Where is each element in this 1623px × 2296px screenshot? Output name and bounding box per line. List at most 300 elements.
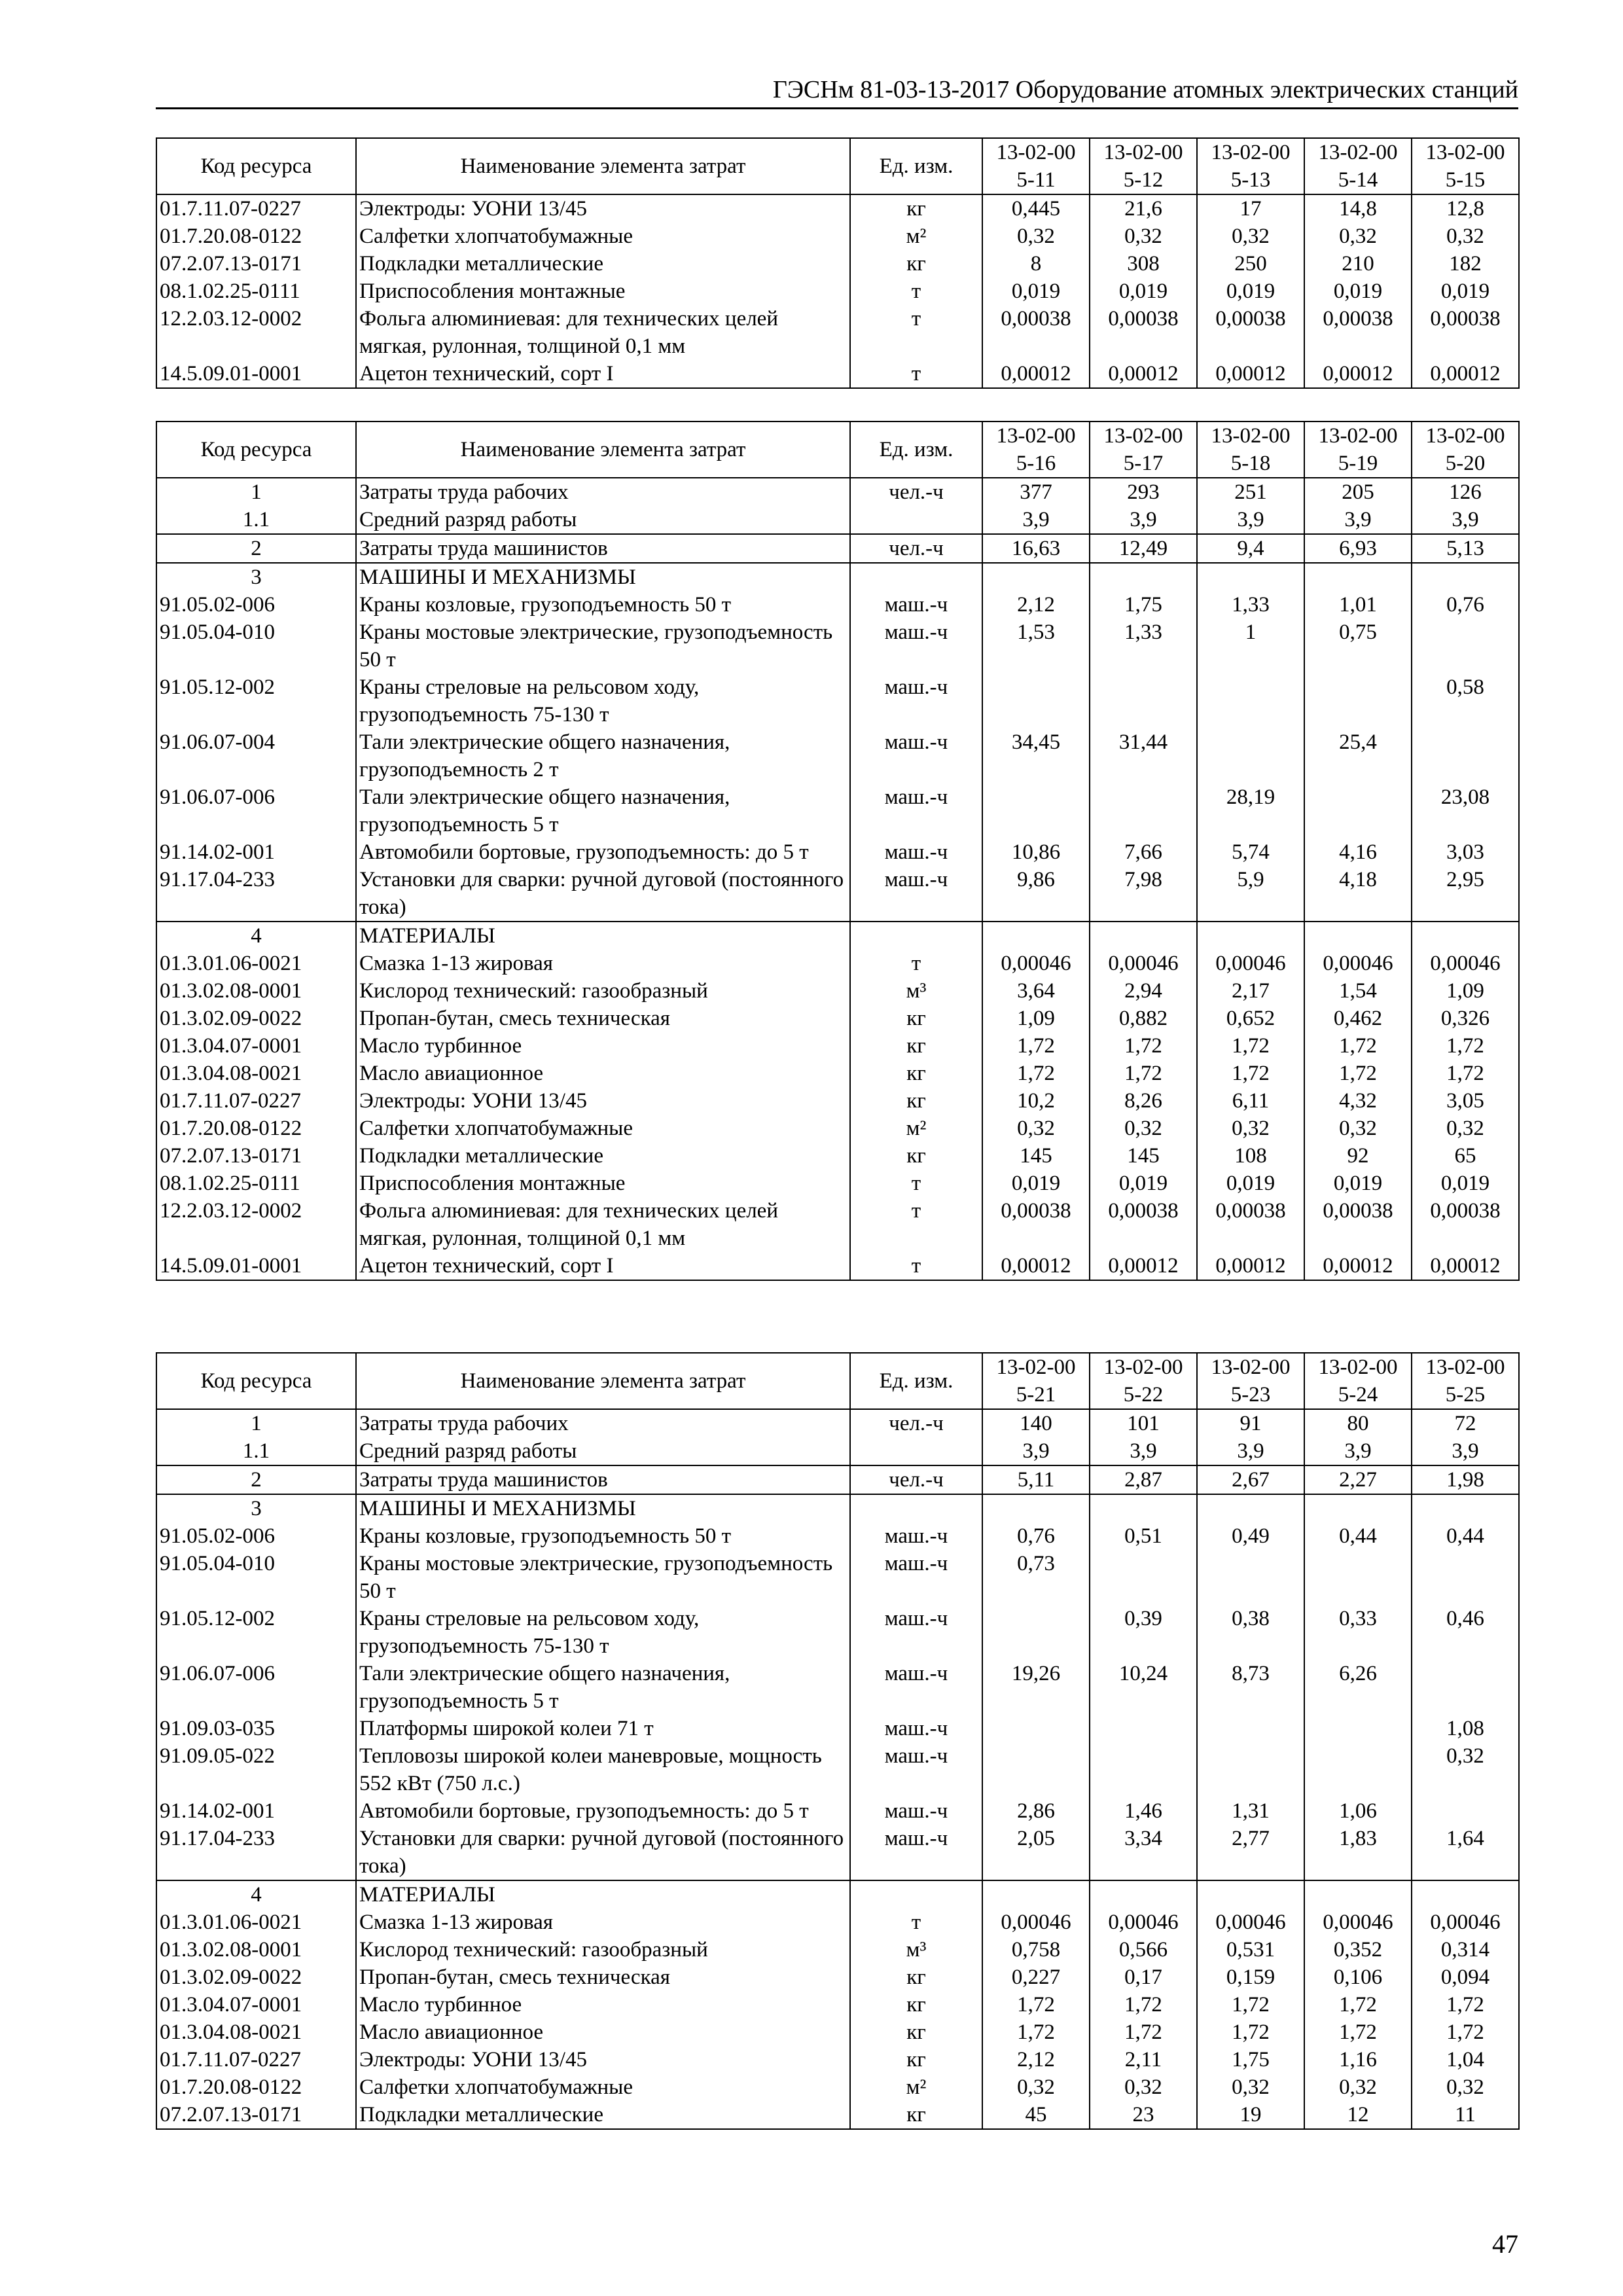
cell-name: Пропан-бутан, смесь техническая xyxy=(356,1964,850,1991)
table-row xyxy=(156,223,1519,250)
cell-value: 0,49 xyxy=(1197,1522,1304,1550)
cell-unit xyxy=(850,563,982,591)
cell-value: 0,352 xyxy=(1304,1936,1412,1964)
cell-name: Пропан-бутан, смесь техническая xyxy=(356,1005,850,1032)
cell-value: 1,72 xyxy=(1090,1060,1197,1087)
cell-value: 0,159 xyxy=(1197,1964,1304,1991)
table-row xyxy=(156,1142,1519,1170)
cell-unit: чел.-ч xyxy=(850,478,982,506)
cell-value: 1,31 xyxy=(1197,1797,1304,1825)
cell-value: 2,11 xyxy=(1090,2046,1197,2073)
cell-code: 07.2.07.13-0171 xyxy=(156,1142,356,1170)
section-row xyxy=(156,506,1519,534)
cell-value: 3,9 xyxy=(1412,1437,1519,1465)
cell-value xyxy=(1197,922,1304,950)
cell-unit: маш.-ч xyxy=(850,1605,982,1660)
cell-value xyxy=(982,1715,1090,1742)
cell-value: 0,00046 xyxy=(982,950,1090,977)
cell-code: 4 xyxy=(156,922,356,950)
cell-value: 0,32 xyxy=(1090,2073,1197,2101)
cell-name: Салфетки хлопчатобумажные xyxy=(356,1115,850,1142)
table-row xyxy=(156,950,1519,977)
cell-value: 0,882 xyxy=(1090,1005,1197,1032)
cell-code: 01.3.02.09-0022 xyxy=(156,1005,356,1032)
cell-unit: маш.-ч xyxy=(850,866,982,922)
table-row xyxy=(156,1964,1519,1991)
cell-name: Автомобили бортовые, грузоподъемность: до 5 т xyxy=(356,1797,850,1825)
cell-value xyxy=(1197,1550,1304,1605)
cell-value: 0,32 xyxy=(1412,2073,1519,2101)
cell-value xyxy=(1412,922,1519,950)
cell-value: 65 xyxy=(1412,1142,1519,1170)
cell-code: 01.7.11.07-0227 xyxy=(156,1087,356,1115)
cell-value: 0,00012 xyxy=(1090,360,1197,388)
cell-value: 28,19 xyxy=(1197,783,1304,838)
cell-value xyxy=(1412,1494,1519,1522)
cell-value: 1,72 xyxy=(1197,1032,1304,1060)
cell-unit: т xyxy=(850,360,982,388)
cell-code: 2 xyxy=(156,1465,356,1494)
cell-value: 0,227 xyxy=(982,1964,1090,1991)
cell-value xyxy=(1412,728,1519,783)
cell-name: Смазка 1-13 жировая xyxy=(356,950,850,977)
cell-value: 0,019 xyxy=(1304,1170,1412,1197)
cell-name: Подкладки металлические xyxy=(356,2101,850,2129)
cell-value: 0,32 xyxy=(1090,1115,1197,1142)
cell-unit: т xyxy=(850,1909,982,1936)
cell-value: 1,83 xyxy=(1304,1825,1412,1880)
cell-value: 0,00038 xyxy=(1412,1197,1519,1252)
cell-value xyxy=(1090,783,1197,838)
table-body xyxy=(156,194,1519,388)
cell-value: 293 xyxy=(1090,478,1197,506)
cell-code: 1.1 xyxy=(156,506,356,534)
cell-value: 31,44 xyxy=(1090,728,1197,783)
cell-value: 0,652 xyxy=(1197,1005,1304,1032)
cell-name: Электроды: УОНИ 13/45 xyxy=(356,2046,850,2073)
cell-value xyxy=(1304,783,1412,838)
cell-value: 1,64 xyxy=(1412,1825,1519,1880)
cell-value xyxy=(1197,728,1304,783)
header-norm-code: 13-02-005-15 xyxy=(1412,138,1519,194)
cell-value: 7,98 xyxy=(1090,866,1197,922)
cell-value: 0,00038 xyxy=(982,305,1090,360)
cell-code: 91.05.04-010 xyxy=(156,1550,356,1605)
cell-value xyxy=(1090,1715,1197,1742)
cell-value: 0,019 xyxy=(982,1170,1090,1197)
table-row xyxy=(156,1087,1519,1115)
cell-value: 182 xyxy=(1412,250,1519,278)
cell-name: Смазка 1-13 жировая xyxy=(356,1909,850,1936)
cell-name: Краны козловые, грузоподъемность 50 т xyxy=(356,591,850,619)
cell-name: Масло авиационное xyxy=(356,2018,850,2046)
cell-value: 0,17 xyxy=(1090,1964,1197,1991)
cell-value: 0,00046 xyxy=(982,1909,1090,1936)
cell-name: МАТЕРИАЛЫ xyxy=(356,1880,850,1909)
cell-value: 1,72 xyxy=(1412,1991,1519,2018)
cell-value xyxy=(1197,1742,1304,1797)
cell-name: Масло турбинное xyxy=(356,1991,850,2018)
cell-unit: т xyxy=(850,950,982,977)
cell-value: 0,00046 xyxy=(1197,950,1304,977)
table-row xyxy=(156,2046,1519,2073)
cell-value: 5,9 xyxy=(1197,866,1304,922)
cell-value: 3,05 xyxy=(1412,1087,1519,1115)
cell-value xyxy=(1304,1880,1412,1909)
cell-value: 1,46 xyxy=(1090,1797,1197,1825)
cell-value: 0,019 xyxy=(1304,278,1412,305)
cell-name: Затраты труда рабочих xyxy=(356,478,850,506)
cell-code: 91.09.05-022 xyxy=(156,1742,356,1797)
cell-unit: маш.-ч xyxy=(850,1797,982,1825)
cell-value: 1,08 xyxy=(1412,1715,1519,1742)
cell-value: 1,01 xyxy=(1304,591,1412,619)
cell-code: 91.14.02-001 xyxy=(156,1797,356,1825)
cell-code: 91.05.02-006 xyxy=(156,591,356,619)
cell-unit: т xyxy=(850,305,982,360)
cell-code: 07.2.07.13-0171 xyxy=(156,250,356,278)
cell-value xyxy=(1090,673,1197,728)
cell-unit: кг xyxy=(850,1142,982,1170)
table-row xyxy=(156,278,1519,305)
cell-value xyxy=(1090,1550,1197,1605)
cell-value: 6,26 xyxy=(1304,1660,1412,1715)
cell-value: 19 xyxy=(1197,2101,1304,2129)
cell-value: 1,72 xyxy=(1197,2018,1304,2046)
cell-value: 2,94 xyxy=(1090,977,1197,1005)
cell-value: 3,9 xyxy=(982,506,1090,534)
cell-value: 250 xyxy=(1197,250,1304,278)
cell-code: 2 xyxy=(156,534,356,563)
cell-value: 72 xyxy=(1412,1409,1519,1437)
header-norm-code: 13-02-005-17 xyxy=(1090,422,1197,478)
cell-value: 16,63 xyxy=(982,534,1090,563)
cell-value: 0,445 xyxy=(982,194,1090,223)
cell-value xyxy=(982,673,1090,728)
cell-value: 1,04 xyxy=(1412,2046,1519,2073)
cell-value: 4,32 xyxy=(1304,1087,1412,1115)
cell-value: 145 xyxy=(1090,1142,1197,1170)
cell-value: 3,03 xyxy=(1412,838,1519,866)
cell-value: 0,32 xyxy=(1197,2073,1304,2101)
section-row xyxy=(156,534,1519,563)
cell-code: 01.3.02.08-0001 xyxy=(156,1936,356,1964)
cell-value xyxy=(1090,1880,1197,1909)
cell-name: Затраты труда машинистов xyxy=(356,534,850,563)
header-norm-code: 13-02-005-16 xyxy=(982,422,1090,478)
cell-code: 01.3.04.08-0021 xyxy=(156,2018,356,2046)
cell-unit: маш.-ч xyxy=(850,619,982,673)
cell-name: Краны мостовые электрические, грузоподъемность 50 т xyxy=(356,1550,850,1605)
cell-value: 0,00012 xyxy=(1304,1252,1412,1280)
cell-value xyxy=(1304,563,1412,591)
cell-unit: кг xyxy=(850,1060,982,1087)
cell-value: 1,72 xyxy=(1412,1032,1519,1060)
cell-unit: маш.-ч xyxy=(850,673,982,728)
cell-code: 91.05.02-006 xyxy=(156,1522,356,1550)
header-norm-code: 13-02-005-24 xyxy=(1304,1353,1412,1409)
table-row xyxy=(156,838,1519,866)
cell-value: 308 xyxy=(1090,250,1197,278)
cell-unit: кг xyxy=(850,1005,982,1032)
table-row xyxy=(156,866,1519,922)
cell-value: 1,09 xyxy=(982,1005,1090,1032)
table-row xyxy=(156,250,1519,278)
table-row xyxy=(156,1825,1519,1880)
cell-value: 0,00046 xyxy=(1412,1909,1519,1936)
section-row xyxy=(156,478,1519,506)
resource-table-3 xyxy=(156,1352,1520,2130)
cell-value: 0,00038 xyxy=(1197,1197,1304,1252)
cell-value: 0,32 xyxy=(1412,223,1519,250)
cell-value: 1,16 xyxy=(1304,2046,1412,2073)
cell-value xyxy=(1304,1742,1412,1797)
cell-name: Средний разряд работы xyxy=(356,1437,850,1465)
cell-value: 12 xyxy=(1304,2101,1412,2129)
section-row xyxy=(156,1880,1519,1909)
cell-name: Тали электрические общего назначения, грузоподъемность 2 т xyxy=(356,728,850,783)
cell-value: 1,72 xyxy=(1197,1060,1304,1087)
cell-name: Установки для сварки: ручной дуговой (постоянного тока) xyxy=(356,1825,850,1880)
cell-code: 91.06.07-006 xyxy=(156,783,356,838)
cell-name: Краны стреловые на рельсовом ходу, грузоподъемность 75-130 т xyxy=(356,1605,850,1660)
table-row xyxy=(156,673,1519,728)
cell-name: МАШИНЫ И МЕХАНИЗМЫ xyxy=(356,563,850,591)
cell-code: 01.7.11.07-0227 xyxy=(156,2046,356,2073)
section-row xyxy=(156,1494,1519,1522)
cell-value xyxy=(982,1880,1090,1909)
cell-value: 0,32 xyxy=(1197,223,1304,250)
cell-value: 3,9 xyxy=(1090,506,1197,534)
cell-unit xyxy=(850,506,982,534)
table-header xyxy=(156,1353,1519,1409)
cell-unit: т xyxy=(850,278,982,305)
cell-value: 0,32 xyxy=(1304,1115,1412,1142)
table-row xyxy=(156,2101,1519,2129)
cell-value: 0,76 xyxy=(982,1522,1090,1550)
cell-value: 9,4 xyxy=(1197,534,1304,563)
header-code: Код ресурса xyxy=(156,1353,356,1409)
cell-value: 0,531 xyxy=(1197,1936,1304,1964)
header-name: Наименование элемента затрат xyxy=(356,1353,850,1409)
table-row xyxy=(156,1991,1519,2018)
cell-value xyxy=(1412,1660,1519,1715)
cell-value: 9,86 xyxy=(982,866,1090,922)
cell-value: 2,12 xyxy=(982,591,1090,619)
header-name: Наименование элемента затрат xyxy=(356,422,850,478)
cell-name: Масло турбинное xyxy=(356,1032,850,1060)
table-row xyxy=(156,1742,1519,1797)
cell-value: 0,019 xyxy=(1090,278,1197,305)
cell-code: 1 xyxy=(156,478,356,506)
cell-unit: м³ xyxy=(850,977,982,1005)
table-row xyxy=(156,305,1519,360)
cell-name: Подкладки металлические xyxy=(356,250,850,278)
cell-value: 0,00012 xyxy=(982,360,1090,388)
header-title: ГЭСНм 81-03-13-2017 Оборудование атомных электрических станций xyxy=(772,76,1518,103)
cell-name: Масло авиационное xyxy=(356,1060,850,1087)
header-code: Код ресурса xyxy=(156,138,356,194)
cell-value: 1,33 xyxy=(1090,619,1197,673)
cell-value: 0,00012 xyxy=(1304,360,1412,388)
cell-value: 1,72 xyxy=(1090,1032,1197,1060)
cell-unit: м² xyxy=(850,223,982,250)
cell-value: 2,12 xyxy=(982,2046,1090,2073)
cell-value: 377 xyxy=(982,478,1090,506)
cell-unit: т xyxy=(850,1170,982,1197)
table-row xyxy=(156,1797,1519,1825)
cell-value xyxy=(1304,1494,1412,1522)
cell-value: 145 xyxy=(982,1142,1090,1170)
table-row xyxy=(156,1032,1519,1060)
cell-value: 1,72 xyxy=(1412,1060,1519,1087)
table-row xyxy=(156,1660,1519,1715)
header-name: Наименование элемента затрат xyxy=(356,138,850,194)
cell-value: 1,75 xyxy=(1090,591,1197,619)
resource-table-2 xyxy=(156,421,1520,1281)
cell-name: Салфетки хлопчатобумажные xyxy=(356,223,850,250)
cell-name: Автомобили бортовые, грузоподъемность: до 5 т xyxy=(356,838,850,866)
header-norm-code: 13-02-005-14 xyxy=(1304,138,1412,194)
cell-value: 0,00046 xyxy=(1197,1909,1304,1936)
cell-value xyxy=(1197,673,1304,728)
cell-value: 0,32 xyxy=(1304,2073,1412,2101)
cell-code: 01.7.20.08-0122 xyxy=(156,2073,356,2101)
cell-unit: маш.-ч xyxy=(850,838,982,866)
header-unit: Ед. изм. xyxy=(850,422,982,478)
cell-value: 0,44 xyxy=(1412,1522,1519,1550)
table-row xyxy=(156,194,1519,223)
cell-value: 1,75 xyxy=(1197,2046,1304,2073)
cell-value: 2,87 xyxy=(1090,1465,1197,1494)
cell-value: 2,17 xyxy=(1197,977,1304,1005)
cell-unit: т xyxy=(850,1252,982,1280)
cell-value: 0,00046 xyxy=(1304,950,1412,977)
cell-code: 07.2.07.13-0171 xyxy=(156,2101,356,2129)
cell-code: 08.1.02.25-0111 xyxy=(156,1170,356,1197)
header-norm-code: 13-02-005-20 xyxy=(1412,422,1519,478)
cell-value: 2,86 xyxy=(982,1797,1090,1825)
cell-value: 8 xyxy=(982,250,1090,278)
cell-name: МАТЕРИАЛЫ xyxy=(356,922,850,950)
cell-unit xyxy=(850,1437,982,1465)
cell-value: 2,77 xyxy=(1197,1825,1304,1880)
cell-unit xyxy=(850,922,982,950)
cell-value xyxy=(1197,1494,1304,1522)
cell-unit: м² xyxy=(850,1115,982,1142)
cell-code: 01.3.02.08-0001 xyxy=(156,977,356,1005)
cell-unit: чел.-ч xyxy=(850,534,982,563)
cell-unit: кг xyxy=(850,250,982,278)
table-row xyxy=(156,2018,1519,2046)
cell-code: 01.3.04.08-0021 xyxy=(156,1060,356,1087)
cell-value: 7,66 xyxy=(1090,838,1197,866)
cell-code: 01.7.20.08-0122 xyxy=(156,223,356,250)
cell-code: 12.2.03.12-0002 xyxy=(156,305,356,360)
cell-name: Тепловозы широкой колеи маневровые, мощность 552 кВт (750 л.с.) xyxy=(356,1742,850,1797)
cell-value: 0,00046 xyxy=(1304,1909,1412,1936)
cell-value: 0,106 xyxy=(1304,1964,1412,1991)
cell-unit: маш.-ч xyxy=(850,1715,982,1742)
cell-name: Средний разряд работы xyxy=(356,506,850,534)
cell-value: 0,33 xyxy=(1304,1605,1412,1660)
cell-value xyxy=(1197,563,1304,591)
cell-value xyxy=(1090,1494,1197,1522)
cell-value: 2,05 xyxy=(982,1825,1090,1880)
cell-unit: чел.-ч xyxy=(850,1465,982,1494)
cell-value xyxy=(1304,673,1412,728)
cell-name: Краны мостовые электрические, грузоподъемность 50 т xyxy=(356,619,850,673)
cell-value: 0,00012 xyxy=(982,1252,1090,1280)
cell-code: 91.06.07-006 xyxy=(156,1660,356,1715)
cell-value: 1,06 xyxy=(1304,1797,1412,1825)
cell-value xyxy=(1412,1880,1519,1909)
cell-value: 1,72 xyxy=(982,1991,1090,2018)
cell-value: 1,72 xyxy=(982,1032,1090,1060)
section-row xyxy=(156,922,1519,950)
cell-code: 1 xyxy=(156,1409,356,1437)
cell-value: 0,00046 xyxy=(1090,1909,1197,1936)
table-row xyxy=(156,1252,1519,1280)
cell-unit xyxy=(850,1880,982,1909)
cell-name: Установки для сварки: ручной дуговой (постоянного тока) xyxy=(356,866,850,922)
cell-unit: м² xyxy=(850,2073,982,2101)
cell-value: 1,09 xyxy=(1412,977,1519,1005)
cell-value: 2,67 xyxy=(1197,1465,1304,1494)
cell-value: 0,38 xyxy=(1197,1605,1304,1660)
cell-code: 91.17.04-233 xyxy=(156,866,356,922)
table-row xyxy=(156,1715,1519,1742)
cell-code: 01.3.01.06-0021 xyxy=(156,950,356,977)
cell-unit: маш.-ч xyxy=(850,1825,982,1880)
cell-value: 3,9 xyxy=(1304,506,1412,534)
cell-value: 0,00012 xyxy=(1197,360,1304,388)
table-header xyxy=(156,138,1519,194)
table-row xyxy=(156,783,1519,838)
cell-value: 0,32 xyxy=(1412,1742,1519,1797)
cell-code: 91.05.12-002 xyxy=(156,673,356,728)
cell-value: 0,019 xyxy=(1090,1170,1197,1197)
cell-value: 0,44 xyxy=(1304,1522,1412,1550)
cell-value: 0,314 xyxy=(1412,1936,1519,1964)
cell-value: 0,73 xyxy=(982,1550,1090,1605)
section-row xyxy=(156,563,1519,591)
cell-value: 10,24 xyxy=(1090,1660,1197,1715)
cell-code: 01.7.11.07-0227 xyxy=(156,194,356,223)
cell-unit: кг xyxy=(850,2018,982,2046)
cell-value: 23,08 xyxy=(1412,783,1519,838)
header-norm-code: 13-02-005-19 xyxy=(1304,422,1412,478)
cell-unit: чел.-ч xyxy=(850,1409,982,1437)
cell-name: Кислород технический: газообразный xyxy=(356,977,850,1005)
cell-value: 0,00038 xyxy=(1304,1197,1412,1252)
cell-value: 1,72 xyxy=(982,1060,1090,1087)
cell-unit: маш.-ч xyxy=(850,1742,982,1797)
header-unit: Ед. изм. xyxy=(850,138,982,194)
cell-value: 1,53 xyxy=(982,619,1090,673)
cell-name: Тали электрические общего назначения, грузоподъемность 5 т xyxy=(356,783,850,838)
cell-value: 3,9 xyxy=(1304,1437,1412,1465)
cell-value: 140 xyxy=(982,1409,1090,1437)
cell-name: Приспособления монтажные xyxy=(356,1170,850,1197)
cell-name: Ацетон технический, сорт I xyxy=(356,360,850,388)
cell-value xyxy=(1304,1550,1412,1605)
cell-value: 0,32 xyxy=(1090,223,1197,250)
cell-value: 1,72 xyxy=(1090,2018,1197,2046)
cell-name: Фольга алюминиевая: для технических целей мягкая, рулонная, толщиной 0,1 мм xyxy=(356,1197,850,1252)
cell-value: 1 xyxy=(1197,619,1304,673)
cell-name: Подкладки металлические xyxy=(356,1142,850,1170)
